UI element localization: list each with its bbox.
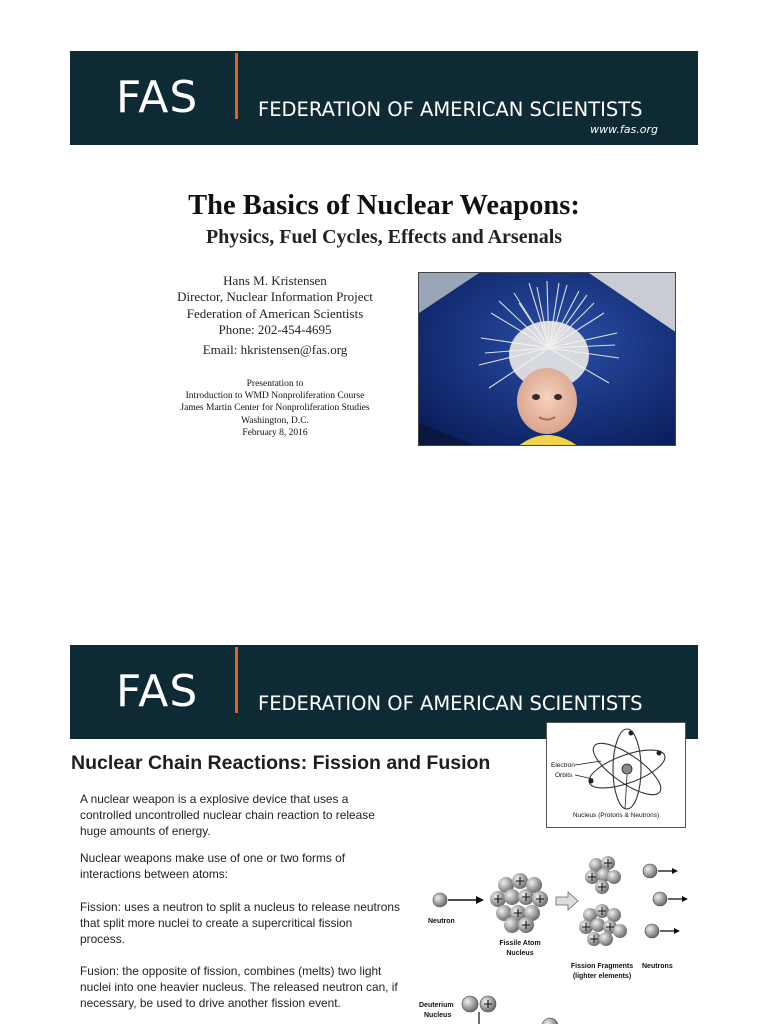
fusion-illustration	[410, 990, 610, 1024]
orbits-label: Orbits	[555, 772, 573, 779]
fissile-atom-label: Fissile Atom	[499, 940, 541, 947]
deuterium-label: Deuterium	[419, 1002, 454, 1009]
fas-header-banner	[70, 51, 698, 145]
fas-logo: FAS	[116, 72, 199, 123]
organization-name: FEDERATION OF AMERICAN SCIENTISTS	[258, 98, 643, 121]
presentation-line: February 8, 2016	[242, 427, 308, 438]
paragraph-interactions: Nuclear weapons make use of one or two forms of interactions between atoms:	[80, 851, 346, 881]
neutron-label: Neutron	[428, 918, 455, 925]
released-neutrons	[643, 864, 688, 938]
fission-illustration	[410, 845, 710, 985]
author-email: Email: hkristensen@fas.org	[202, 342, 348, 358]
author-phone: Phone: 202-454-4695	[218, 321, 332, 337]
photo-illustration	[419, 273, 676, 446]
fragments-label: Fission Fragments	[570, 963, 634, 970]
author-name: Hans M. Kristensen	[223, 273, 327, 288]
fission-fragment-top	[585, 856, 621, 894]
fas-logo: FAS	[116, 666, 199, 717]
deuterium-nucleus-label: Nucleus	[424, 1012, 452, 1019]
organization-name: FEDERATION OF AMERICAN SCIENTISTS	[258, 692, 643, 715]
slide2-heading: Nuclear Chain Reactions: Fission and Fusion	[71, 752, 491, 774]
presentation-info	[110, 378, 440, 439]
website-url: www.fas.org	[590, 123, 658, 136]
fissile-nucleus	[490, 873, 548, 933]
presentation-line: Presentation to	[246, 379, 304, 389]
atom-illustration	[547, 723, 685, 827]
presentation-line: Introduction to WMD Nonproliferation Course	[185, 391, 365, 402]
atom-diagram	[546, 722, 686, 828]
slide-subtitle: Physics, Fuel Cycles, Effects and Arsenals	[205, 226, 563, 248]
presentation-line: Washington, D.C.	[241, 415, 309, 426]
paragraph-intro: A nuclear weapon is a explosive device that uses a controlled uncontrolled nuclear chain reaction to release huge amounts of energy.	[80, 792, 375, 838]
author-position: Director, Nuclear Information Project	[177, 289, 373, 305]
paragraph-fission: Fission: uses a neutron to split a nucleus to release neutrons that split more nuclei to create a supercritical fission process.	[80, 900, 400, 946]
neutrons-label: Neutrons	[642, 963, 673, 970]
fissile-nucleus-label: Nucleus	[506, 950, 534, 957]
paragraph-fusion: Fusion: the opposite of fission, combines (melts) two light nuclei into one heavier nucleus. The released neutron can, if necessary, be used to drive another fission event.	[80, 964, 398, 1010]
static-hair-child-photo	[418, 272, 676, 446]
slide-title: The Basics of Nuclear Weapons:	[188, 190, 580, 221]
reaction-arrow	[556, 892, 578, 910]
presentation-line: James Martin Center for Nonproliferation Studies	[180, 403, 370, 414]
electron-label: Electron	[551, 762, 575, 769]
fragments-sub-label: (lighter elements)	[572, 973, 632, 980]
author-organization: Federation of American Scientists	[186, 305, 364, 321]
author-info	[110, 273, 440, 358]
logo-divider	[235, 53, 238, 119]
fission-diagram	[410, 845, 710, 985]
fission-fragment-bottom	[579, 904, 627, 946]
logo-divider	[235, 647, 238, 713]
nucleus-label: Nucleus (Protons & Neutrons)	[572, 812, 660, 819]
fusion-diagram	[410, 990, 610, 1024]
